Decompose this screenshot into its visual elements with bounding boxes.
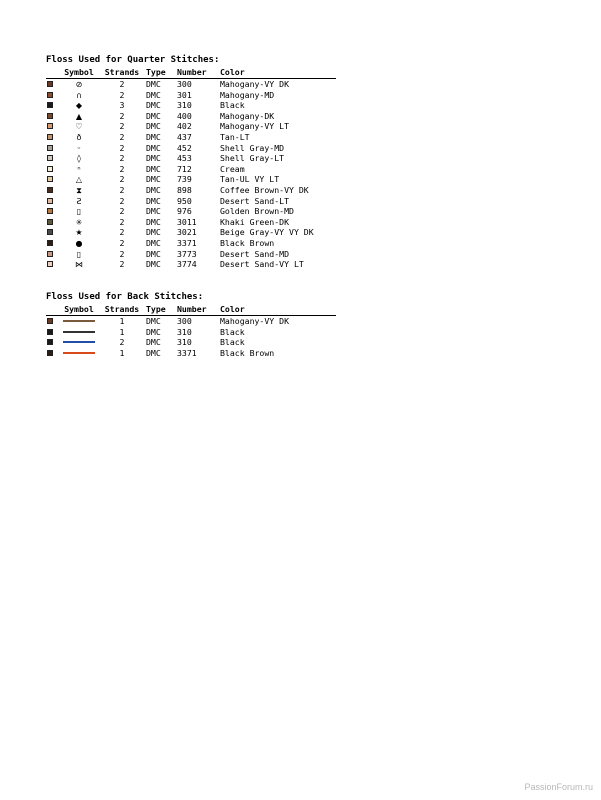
strands-cell: 2 xyxy=(119,195,125,206)
floss-row xyxy=(46,100,336,111)
backstitch-row xyxy=(46,337,336,348)
back-stitch-section xyxy=(46,292,336,358)
strands-cell: 2 xyxy=(119,174,125,185)
quarter-section-title: Floss Used for Quarter Stitches: xyxy=(46,55,220,65)
stitch-symbol-icon: ᵕ xyxy=(77,143,81,153)
number-cell: 400 xyxy=(177,110,192,121)
stitch-symbol-icon: ▯ xyxy=(76,207,82,217)
color-name-cell: Mahogany-VY DK xyxy=(220,316,290,326)
number-cell: 739 xyxy=(177,174,192,185)
color-swatch xyxy=(47,134,53,140)
strands-cell: 2 xyxy=(119,237,125,248)
type-cell: DMC xyxy=(146,131,161,142)
floss-row xyxy=(46,121,336,132)
type-cell: DMC xyxy=(146,316,161,326)
color-swatch xyxy=(47,251,53,257)
number-cell: 301 xyxy=(177,89,192,100)
header-symbol: Symbol xyxy=(64,67,94,77)
header-color: Color xyxy=(220,67,245,77)
stitch-symbol-icon: ⁿ xyxy=(77,164,81,174)
type-cell: DMC xyxy=(146,153,161,164)
color-swatch xyxy=(47,155,53,161)
color-name-cell: Black xyxy=(220,337,245,348)
floss-row xyxy=(46,111,336,122)
type-cell: DMC xyxy=(146,227,161,238)
symbol-cell xyxy=(61,337,97,348)
number-cell: 300 xyxy=(177,79,192,89)
type-cell: DMC xyxy=(146,121,161,132)
number-cell: 3021 xyxy=(177,227,197,238)
stitch-symbol-icon: ◆ xyxy=(75,101,83,111)
header-symbol: Symbol xyxy=(64,304,94,314)
type-cell: DMC xyxy=(146,347,161,358)
symbol-cell xyxy=(61,316,97,327)
stitch-symbol-icon: ∩ xyxy=(76,90,82,100)
color-swatch xyxy=(47,176,53,182)
color-swatch xyxy=(47,318,53,324)
number-cell: 310 xyxy=(177,337,192,348)
number-cell: 3773 xyxy=(177,248,197,259)
floss-row xyxy=(46,164,336,175)
quarter-table-body xyxy=(46,79,336,270)
back-section-title: Floss Used for Back Stitches: xyxy=(46,292,204,302)
color-swatch xyxy=(47,187,53,193)
strands-cell: 2 xyxy=(119,206,125,217)
strands-cell: 2 xyxy=(119,131,125,142)
number-cell: 452 xyxy=(177,142,192,153)
color-name-cell: Coffee Brown-VY DK xyxy=(220,184,309,195)
color-swatch xyxy=(47,350,53,356)
type-cell: DMC xyxy=(146,216,161,227)
color-swatch xyxy=(47,229,53,235)
stitch-symbol-icon: ★ xyxy=(75,228,83,238)
color-name-cell: Golden Brown-MD xyxy=(220,206,294,217)
color-swatch xyxy=(47,329,53,335)
color-swatch xyxy=(47,102,53,108)
strands-cell: 2 xyxy=(119,259,125,270)
color-name-cell: Black Brown xyxy=(220,347,275,358)
strands-cell: 1 xyxy=(119,326,125,337)
strands-cell: 2 xyxy=(119,142,125,153)
color-swatch xyxy=(47,113,53,119)
strands-cell: 2 xyxy=(119,337,125,348)
number-cell: 3371 xyxy=(177,237,197,248)
strands-cell: 2 xyxy=(119,216,125,227)
floss-row xyxy=(46,227,336,238)
floss-row xyxy=(46,153,336,164)
floss-row xyxy=(46,259,336,270)
strands-cell: 1 xyxy=(119,347,125,358)
back-table-header xyxy=(46,303,336,316)
stitch-symbol-icon: ⊘ xyxy=(75,80,83,89)
color-name-cell: Shell Gray-MD xyxy=(220,142,285,153)
header-number: Number xyxy=(177,67,207,77)
number-cell: 437 xyxy=(177,131,192,142)
number-cell: 402 xyxy=(177,121,192,132)
floss-row xyxy=(46,185,336,196)
color-name-cell: Khaki Green-DK xyxy=(220,216,290,227)
strands-cell: 2 xyxy=(119,121,125,132)
color-swatch xyxy=(47,166,53,172)
type-cell: DMC xyxy=(146,206,161,217)
type-cell: DMC xyxy=(146,326,161,337)
color-swatch xyxy=(47,261,53,267)
strands-cell: 2 xyxy=(119,184,125,195)
color-name-cell: Shell Gray-LT xyxy=(220,153,285,164)
floss-row xyxy=(46,196,336,207)
color-swatch xyxy=(47,81,53,87)
strands-cell: 2 xyxy=(119,79,125,89)
type-cell: DMC xyxy=(146,237,161,248)
type-cell: DMC xyxy=(146,100,161,111)
color-name-cell: Mahogany-DK xyxy=(220,110,275,121)
symbol-cell xyxy=(61,259,97,271)
strands-cell: 2 xyxy=(119,110,125,121)
color-name-cell: Desert Sand-MD xyxy=(220,248,290,259)
floss-row xyxy=(46,217,336,228)
backstitch-line-icon xyxy=(63,341,95,343)
stitch-symbol-icon: ▯ xyxy=(76,249,82,259)
type-cell: DMC xyxy=(146,142,161,153)
stitch-symbol-icon: ♡ xyxy=(75,122,83,132)
stitch-symbol-icon: Ƨ xyxy=(76,196,82,206)
strands-cell: 2 xyxy=(119,163,125,174)
color-swatch xyxy=(47,339,53,345)
color-swatch xyxy=(47,123,53,129)
number-cell: 712 xyxy=(177,163,192,174)
symbol-cell xyxy=(61,348,97,359)
number-cell: 3371 xyxy=(177,347,197,358)
color-name-cell: Cream xyxy=(220,163,245,174)
number-cell: 310 xyxy=(177,100,192,111)
quarter-table-header xyxy=(46,66,336,79)
stitch-symbol-icon: ▲ xyxy=(75,111,83,121)
floss-row xyxy=(46,79,336,90)
floss-row xyxy=(46,238,336,249)
color-name-cell: Beige Gray-VY VY DK xyxy=(220,227,314,238)
backstitch-line-icon xyxy=(63,352,95,354)
color-name-cell: Black xyxy=(220,100,245,111)
color-name-cell: Black Brown xyxy=(220,237,275,248)
type-cell: DMC xyxy=(146,79,161,89)
color-swatch xyxy=(47,145,53,151)
type-cell: DMC xyxy=(146,195,161,206)
stitch-symbol-icon: ⧗ xyxy=(76,185,82,195)
number-cell: 3011 xyxy=(177,216,197,227)
floss-row xyxy=(46,132,336,143)
quarter-stitch-section xyxy=(46,55,336,270)
number-cell: 898 xyxy=(177,184,192,195)
color-name-cell: Tan-UL VY LT xyxy=(220,174,280,185)
number-cell: 310 xyxy=(177,326,192,337)
color-name-cell: Mahogany-VY LT xyxy=(220,121,290,132)
floss-row xyxy=(46,206,336,217)
stitch-symbol-icon: ⋈ xyxy=(75,260,83,270)
color-swatch xyxy=(47,92,53,98)
color-swatch xyxy=(47,240,53,246)
stitch-symbol-icon: ✳ xyxy=(75,217,83,227)
header-strands: Strands xyxy=(104,67,140,77)
strands-cell: 2 xyxy=(119,89,125,100)
number-cell: 453 xyxy=(177,153,192,164)
color-name-cell: Black xyxy=(220,326,245,337)
number-cell: 976 xyxy=(177,206,192,217)
strands-cell: 2 xyxy=(119,248,125,259)
floss-row xyxy=(46,249,336,260)
strands-cell: 2 xyxy=(119,153,125,164)
symbol-cell xyxy=(61,327,97,338)
header-number: Number xyxy=(177,304,207,314)
header-type: Type xyxy=(146,67,166,77)
color-name-cell: Desert Sand-LT xyxy=(220,195,290,206)
strands-cell: 2 xyxy=(119,227,125,238)
header-type: Type xyxy=(146,304,166,314)
backstitch-line-icon xyxy=(63,320,95,322)
type-cell: DMC xyxy=(146,174,161,185)
number-cell: 950 xyxy=(177,195,192,206)
stitch-symbol-icon: ◊ xyxy=(77,154,81,164)
strands-cell: 3 xyxy=(119,100,125,111)
backstitch-line-icon xyxy=(63,331,95,333)
stitch-symbol-icon: ð xyxy=(76,132,82,142)
color-name-cell: Mahogany-MD xyxy=(220,89,275,100)
color-swatch xyxy=(47,219,53,225)
backstitch-row xyxy=(46,316,336,327)
stitch-symbol-icon: △ xyxy=(75,175,83,185)
type-cell: DMC xyxy=(146,110,161,121)
backstitch-row xyxy=(46,348,336,359)
color-swatch xyxy=(47,198,53,204)
color-name-cell: Tan-LT xyxy=(220,131,250,142)
header-strands: Strands xyxy=(104,304,140,314)
type-cell: DMC xyxy=(146,248,161,259)
number-cell: 300 xyxy=(177,316,192,326)
type-cell: DMC xyxy=(146,163,161,174)
color-name-cell: Desert Sand-VY LT xyxy=(220,259,304,270)
watermark: PassionForum.ru xyxy=(524,782,593,792)
number-cell: 3774 xyxy=(177,259,197,270)
back-table-body xyxy=(46,316,336,358)
floss-row xyxy=(46,174,336,185)
color-swatch xyxy=(47,208,53,214)
floss-row xyxy=(46,143,336,154)
type-cell: DMC xyxy=(146,337,161,348)
floss-row xyxy=(46,90,336,101)
color-name-cell: Mahogany-VY DK xyxy=(220,79,290,89)
type-cell: DMC xyxy=(146,89,161,100)
backstitch-row xyxy=(46,327,336,338)
type-cell: DMC xyxy=(146,184,161,195)
strands-cell: 1 xyxy=(119,316,125,326)
header-color: Color xyxy=(220,304,245,314)
stitch-symbol-icon: ● xyxy=(75,238,83,248)
type-cell: DMC xyxy=(146,259,161,270)
